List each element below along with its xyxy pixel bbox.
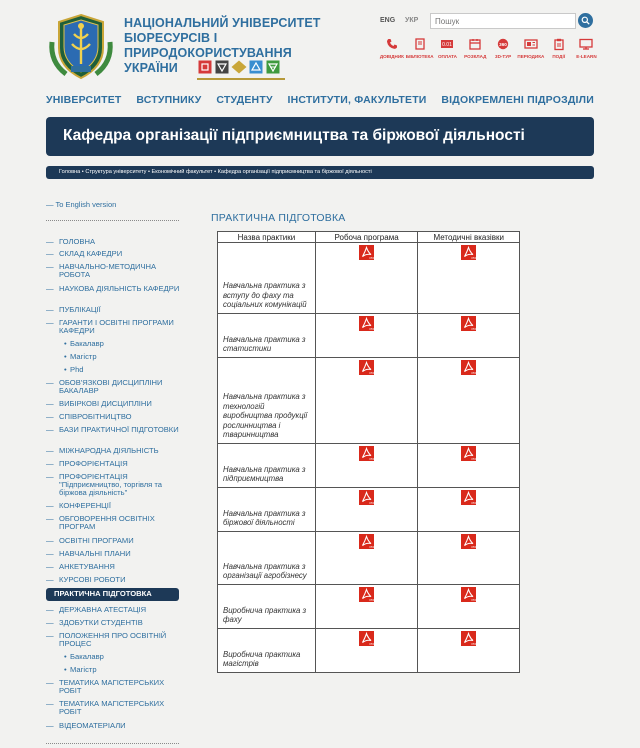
table-row	[218, 358, 520, 444]
sidebar-subitem[interactable]	[46, 653, 180, 661]
table-header-row	[218, 232, 520, 243]
work-program-pdf-link[interactable]	[359, 316, 374, 331]
sidebar-item-bullet: •	[64, 352, 67, 361]
sidebar-item-label: Магістр	[70, 352, 97, 361]
sidebar-item-label: ТЕМАТИКА МАГІСТЕРСЬКИХ РОБІТ	[59, 699, 165, 716]
triangle-down-symbol-icon	[214, 60, 229, 74]
sidebar-item-label: ПРОФОРІЄНТАЦІЯ	[59, 459, 128, 468]
sidebar-item-bullet: —	[46, 425, 54, 434]
payment-icon	[440, 37, 454, 51]
sidebar-item-label: ГОЛОВНА	[59, 237, 96, 246]
sidebar-item-bullet: •	[64, 652, 67, 661]
sidebar-item[interactable]	[46, 606, 180, 614]
sidebar-item-bullet: —	[46, 678, 54, 687]
practice-name: Навчальна практика з біржової діяльності	[218, 488, 316, 532]
sidebar-item-label: ОСВІТНІ ПРОГРАМИ	[59, 536, 134, 545]
practice-name: Виробнича практика магістрів	[218, 629, 316, 673]
sidebar-subitem[interactable]	[46, 666, 180, 674]
doc-cell	[418, 532, 520, 585]
search-icon	[581, 16, 590, 25]
sidebar-item[interactable]	[46, 426, 180, 434]
sidebar-item[interactable]	[46, 700, 180, 716]
svg-text:360: 360	[499, 41, 507, 47]
practice-name: Навчальна практика з вступу до фаху та соціальних комунікацій	[218, 243, 316, 314]
lang-eng-link[interactable]: ENG	[380, 17, 396, 24]
practice-name: Навчальна практика з статистики	[218, 314, 316, 358]
doc-cell	[418, 243, 520, 314]
university-name-line: БІОРЕСУРСІВ І ПРИРОДОКОРИСТУВАННЯ	[124, 31, 292, 60]
practice-name: Навчальна практика з технологій виробництва продукції рослинництва і тваринництва	[218, 358, 316, 444]
sidebar-item-label: МІЖНАРОДНА ДІЯЛЬНІСТЬ	[59, 446, 159, 455]
doc-cell	[418, 358, 520, 444]
svg-text:PDF: PDF	[369, 642, 376, 646]
sidebar-item-bullet: —	[46, 575, 54, 584]
nav-vidokremleni-pidrozdily[interactable]: ВІДОКРЕМЛЕНІ ПІДРОЗДІЛИ	[441, 94, 594, 106]
sidebar-item-bullet: —	[46, 318, 54, 327]
work-program-pdf-link[interactable]	[359, 490, 374, 505]
svg-text:PDF: PDF	[369, 457, 376, 461]
sidebar-item[interactable]	[46, 413, 180, 421]
sidebar-item-bullet: —	[46, 249, 54, 258]
sidebar-separator	[46, 220, 179, 221]
nav-studentu[interactable]: СТУДЕНТУ	[216, 94, 273, 106]
sidebar-item-label: ЗДОБУТКИ СТУДЕНТІВ	[59, 618, 143, 627]
quick-link-biblioteka[interactable]	[406, 37, 434, 59]
clipboard-icon	[552, 37, 566, 51]
practice-table	[217, 231, 520, 673]
sidebar-item-label: НАУКОВА ДІЯЛЬНІСТЬ КАФЕДРИ	[59, 284, 180, 293]
sidebar-item-bullet: —	[46, 605, 54, 614]
doc-cell	[315, 314, 418, 358]
practice-name: Навчальна практика з підприємництва	[218, 444, 316, 488]
sidebar-item-label: Магістр	[70, 665, 97, 674]
table-row	[218, 243, 520, 314]
sidebar-item-bullet: —	[46, 262, 54, 271]
quick-link-label: 3D-ТУР	[495, 54, 512, 59]
practice-name: Виробнича практика з фаху	[218, 585, 316, 629]
work-program-pdf-link[interactable]	[359, 534, 374, 549]
sidebar-item[interactable]	[46, 319, 180, 335]
sidebar-item-bullet: —	[46, 284, 54, 293]
quick-link-label: E-LEARN	[576, 54, 597, 59]
university-name-line: НАЦІОНАЛЬНИЙ УНІВЕРСИТЕТ	[124, 16, 321, 30]
doc-cell	[315, 629, 418, 673]
sidebar-item-bullet: —	[46, 305, 54, 314]
svg-text:PDF: PDF	[369, 598, 376, 602]
sidebar-item-label: НАВЧАЛЬНІ ПЛАНИ	[59, 549, 131, 558]
sidebar-item[interactable]	[46, 722, 180, 730]
sidebar-item-bullet: •	[64, 365, 67, 374]
breadcrumb[interactable]: Головна • Структура університету • Економічний факультет • Кафедра організації підприємництва та біржової діяльності	[46, 166, 594, 179]
sidebar-item-label: ПРАКТИЧНА ПІДГОТОВКА	[54, 589, 152, 598]
sidebar-item-label: ТЕМАТИКА МАГІСТЕРСЬКИХ РОБІТ	[59, 678, 165, 695]
quick-link-podii[interactable]	[545, 37, 573, 59]
svg-text:PDF: PDF	[471, 256, 478, 260]
monitor-icon	[579, 37, 593, 51]
sidebar-item-label: Бакалавр	[70, 652, 104, 661]
doc-cell	[418, 444, 520, 488]
svg-text:PDF: PDF	[369, 545, 376, 549]
page-title: Кафедра організації підприємництва та біржової діяльності	[46, 117, 594, 156]
section-title: ПРАКТИЧНА ПІДГОТОВКА	[211, 212, 346, 224]
sidebar-item-label: ДЕРЖАВНА АТЕСТАЦІЯ	[59, 605, 147, 614]
diamond-symbol-icon	[231, 60, 246, 74]
book-icon	[413, 37, 427, 51]
nav-universytet[interactable]: УНІВЕРСИТЕТ	[46, 94, 122, 106]
newspaper-icon	[524, 37, 538, 51]
sidebar-item[interactable]	[46, 632, 180, 648]
calendar-icon	[468, 37, 482, 51]
quick-links	[378, 37, 600, 59]
svg-text:PDF: PDF	[471, 642, 478, 646]
quick-link-dovidnyk[interactable]	[378, 37, 406, 59]
sidebar-item-bullet: •	[64, 665, 67, 674]
doc-cell	[315, 444, 418, 488]
sidebar-item-label: СПІВРОБІТНИЦТВО	[59, 412, 132, 421]
work-program-pdf-link[interactable]	[359, 245, 374, 260]
sidebar-item-label: КУРСОВІ РОБОТИ	[59, 575, 126, 584]
lang-ukr-link[interactable]: УКР	[405, 17, 419, 24]
sidebar-item-bullet: —	[46, 378, 54, 387]
quick-link-label: ПОДІЇ	[552, 54, 565, 59]
nav-vstupnyku[interactable]: ВСТУПНИКУ	[136, 94, 202, 106]
guidelines-pdf-link[interactable]	[461, 587, 476, 602]
sidebar-item-label: АНКЕТУВАННЯ	[59, 562, 115, 571]
sidebar-item-bullet: —	[46, 501, 54, 510]
sidebar-item-bullet: —	[46, 459, 54, 468]
sidebar-item-bullet: •	[64, 339, 67, 348]
quick-link-3d-tour[interactable]	[489, 37, 517, 59]
english-version-link[interactable]: — To English version	[46, 200, 117, 209]
sidebar-item[interactable]	[46, 515, 180, 531]
sidebar-item[interactable]	[46, 576, 180, 584]
svg-text:PDF: PDF	[471, 545, 478, 549]
element-symbols	[197, 60, 280, 74]
sidebar-item-bullet: —	[46, 549, 54, 558]
svg-text:PDF: PDF	[471, 327, 478, 331]
sidebar-item[interactable]	[46, 563, 180, 571]
sidebar-item-label: Бакалавр	[70, 339, 104, 348]
svg-text:PDF: PDF	[471, 371, 478, 375]
quick-link-label: ДОВІДНИК	[379, 54, 404, 59]
table-row	[218, 314, 520, 358]
sidebar-item[interactable]	[46, 238, 180, 246]
sidebar-item[interactable]	[46, 379, 180, 395]
sidebar-item[interactable]	[46, 250, 180, 258]
sidebar-item-label: ОБОВ'ЯЗКОВІ ДИСЦИПЛІНИ БАКАЛАВР	[59, 378, 163, 395]
guidelines-pdf-link[interactable]	[461, 631, 476, 646]
sidebar-item-bullet: —	[46, 237, 54, 246]
phone-icon	[385, 37, 399, 51]
quick-link-periodyka[interactable]	[517, 37, 545, 59]
nav-instytuty-fakultety[interactable]: ІНСТИТУТИ, ФАКУЛЬТЕТИ	[287, 94, 427, 106]
work-program-pdf-link[interactable]	[359, 587, 374, 602]
column-header-name: Назва практики	[218, 232, 316, 243]
table-row	[218, 532, 520, 585]
quick-link-label: БІБЛІОТЕКА	[405, 54, 434, 59]
svg-text:PDF: PDF	[369, 327, 376, 331]
table-row	[218, 629, 520, 673]
sidebar-item-bullet: —	[46, 399, 54, 408]
sidebar-item-label: ГАРАНТИ І ОСВІТНІ ПРОГРАМИ КАФЕДРИ	[59, 318, 174, 335]
sidebar-item-label: НАВЧАЛЬНО-МЕТОДИЧНА РОБОТА	[59, 262, 157, 279]
sidebar-item[interactable]	[46, 502, 180, 510]
quick-link-label: ОПЛАТА	[437, 54, 457, 59]
sidebar-item-bullet: —	[46, 446, 54, 455]
sidebar-item[interactable]	[46, 460, 180, 468]
triangle-up-symbol-icon	[248, 60, 263, 74]
sidebar-item-label: СКЛАД КАФЕДРИ	[59, 249, 123, 258]
symbols-underline	[197, 78, 285, 80]
university-name-line: УКРАЇНИ	[124, 61, 178, 75]
practice-name: Навчальна практика з організації агробізнесу	[218, 532, 316, 585]
search-button[interactable]	[578, 13, 593, 28]
university-logo[interactable]	[46, 12, 116, 82]
quick-link-label: РОЗКЛАД	[464, 54, 487, 59]
doc-cell	[315, 358, 418, 444]
practice-table-body	[218, 243, 520, 673]
sidebar-item[interactable]	[46, 473, 180, 497]
sidebar-item[interactable]	[46, 285, 180, 293]
sidebar-item-label: БАЗИ ПРАКТИЧНОЇ ПІДГОТОВКИ	[59, 425, 179, 434]
sidebar-item[interactable]	[46, 306, 180, 314]
sidebar-item[interactable]	[46, 550, 180, 558]
sidebar-item-label: Phd	[70, 365, 84, 374]
sidebar-item-label: ПРОФОРІЄНТАЦІЯ "Підприємництво, торгівля та біржова діяльність"	[59, 472, 163, 497]
sidebar-item-bullet: —	[46, 631, 54, 640]
work-program-pdf-link[interactable]	[359, 446, 374, 461]
doc-cell	[418, 629, 520, 673]
column-header-program: Робоча програма	[315, 232, 418, 243]
quick-link-rozklad[interactable]	[461, 37, 489, 59]
guidelines-pdf-link[interactable]	[461, 360, 476, 375]
doc-cell	[418, 488, 520, 532]
doc-cell	[418, 585, 520, 629]
sidebar-item[interactable]	[46, 537, 180, 545]
doc-cell	[315, 585, 418, 629]
sidebar-item-bullet: —	[46, 536, 54, 545]
doc-cell	[315, 243, 418, 314]
quick-link-e-learn[interactable]	[573, 37, 601, 59]
earth-symbol-icon	[265, 60, 280, 74]
sidebar-item-bullet: —	[46, 618, 54, 627]
doc-cell	[418, 314, 520, 358]
sidebar-item-label: КОНФЕРЕНЦІЇ	[59, 501, 112, 510]
doc-cell	[315, 488, 418, 532]
sidebar-item-label: ВІДЕОМАТЕРІАЛИ	[59, 721, 126, 730]
guidelines-pdf-link[interactable]	[461, 316, 476, 331]
work-program-pdf-link[interactable]	[359, 631, 374, 646]
svg-text:PDF: PDF	[471, 598, 478, 602]
sidebar-item-bullet: —	[46, 412, 54, 421]
sidebar-separator	[46, 743, 179, 744]
table-row	[218, 585, 520, 629]
svg-text:PDF: PDF	[471, 501, 478, 505]
sidebar-item-label: ВИБІРКОВІ ДИСЦИПЛІНИ	[59, 399, 152, 408]
sidebar-item-bullet: —	[46, 721, 54, 730]
tour-360-icon	[496, 37, 510, 51]
sidebar-item[interactable]	[46, 263, 180, 279]
guidelines-pdf-link[interactable]	[461, 534, 476, 549]
sidebar-item[interactable]	[46, 679, 180, 695]
sidebar-item-bullet: —	[46, 472, 54, 481]
guidelines-pdf-link[interactable]	[461, 245, 476, 260]
sidebar-item-label: ПУБЛІКАЦІЇ	[59, 305, 101, 314]
svg-text:PDF: PDF	[369, 371, 376, 375]
svg-text:PDF: PDF	[471, 457, 478, 461]
doc-cell	[315, 532, 418, 585]
guidelines-pdf-link[interactable]	[461, 446, 476, 461]
sidebar-item-label: ПОЛОЖЕННЯ ПРО ОСВІТНІЙ ПРОЦЕС	[59, 631, 167, 648]
quick-link-oplata[interactable]	[434, 37, 462, 59]
sidebar-item-bullet: —	[46, 699, 54, 708]
svg-text:0.01: 0.01	[442, 42, 453, 49]
sidebar-subitem[interactable]	[46, 353, 180, 361]
table-row	[218, 488, 520, 532]
svg-text:PDF: PDF	[369, 501, 376, 505]
table-row	[218, 444, 520, 488]
sidebar-item-active[interactable]	[46, 588, 179, 601]
sidebar-subitem[interactable]	[46, 366, 180, 374]
sidebar-item[interactable]	[46, 619, 180, 627]
svg-text:PDF: PDF	[369, 256, 376, 260]
sidebar-subitem[interactable]	[46, 340, 180, 348]
sidebar-item-bullet: —	[46, 514, 54, 523]
sidebar-item-bullet: —	[46, 562, 54, 571]
main-nav	[46, 94, 594, 106]
guidelines-pdf-link[interactable]	[461, 490, 476, 505]
square-symbol-icon	[197, 60, 212, 74]
quick-link-label: ПЕРІОДИКА	[517, 54, 545, 59]
work-program-pdf-link[interactable]	[359, 360, 374, 375]
search-input[interactable]	[430, 13, 576, 29]
sidebar-item-label: ОБГОВОРЕННЯ ОСВІТНІХ ПРОГРАМ	[59, 514, 155, 531]
sidebar-item[interactable]	[46, 447, 180, 455]
column-header-guidelines: Методичні вказівки	[418, 232, 520, 243]
sidebar-item[interactable]	[46, 400, 180, 408]
